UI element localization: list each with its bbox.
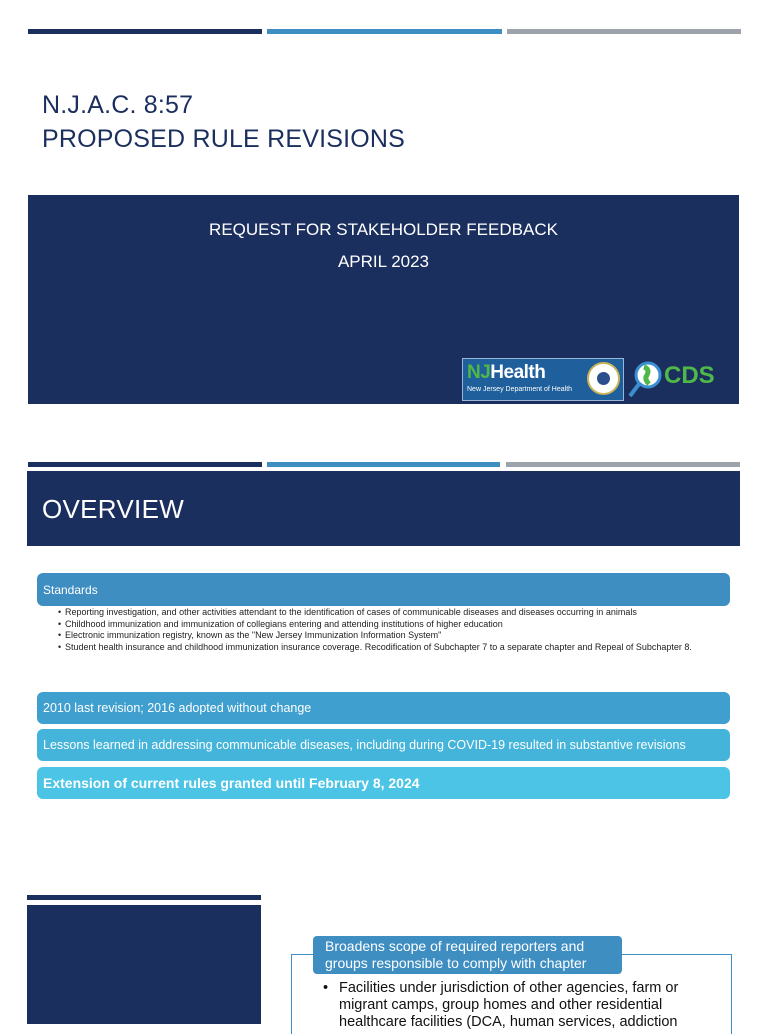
list-item: • Student health insurance and childhood immunization insurance coverage. Recodification of Subchapter 7 to a separate chapter and Repeal of Subchapter 8. xyxy=(58,642,728,654)
top-accent-bar-gray xyxy=(507,29,741,34)
list-item: • Childhood immunization and immunization of collegians entering and attending institutions of higher education xyxy=(58,619,728,631)
cds-logo xyxy=(628,358,736,400)
top-accent-bar-navy xyxy=(28,29,262,34)
slide1-subtitle-line2: APRIL 2023 xyxy=(337,252,430,271)
slide1-title xyxy=(42,88,642,156)
slide1-title-line2: PROPOSED RULE REVISIONS xyxy=(42,125,406,153)
last-revision-pill xyxy=(37,692,730,724)
slide3-callout: Broadens scope of required reporters and groups responsible to comply with chapter xyxy=(313,936,622,974)
slide2-accent-bar-navy xyxy=(28,462,262,467)
slide3-accent-bar-navy xyxy=(27,895,261,900)
nj-logo-dept: New Jersey Department of Health xyxy=(467,386,573,393)
nj-seal-icon xyxy=(587,362,620,395)
extension-pill xyxy=(37,767,730,799)
standards-list xyxy=(58,607,728,653)
list-item: • Facilities under jurisdiction of other agencies, farm or migrant camps, group homes and other residential healthcare facilities (DCA, human services, addiction xyxy=(323,980,723,1031)
slide2-title: OVERVIEW xyxy=(42,494,185,524)
standards-pill xyxy=(37,573,730,606)
slide2-accent-bar-blue xyxy=(267,462,500,467)
slide3-list xyxy=(323,980,723,1031)
lessons-text: Lessons learned in addressing communicable diseases, including during COVID-19 resulted in substantive revisions xyxy=(43,738,686,752)
slide1-subtitle-line1: REQUEST FOR STAKEHOLDER FEEDBACK xyxy=(209,220,558,239)
nj-logo-health: Health xyxy=(490,362,546,383)
slide3-sidebar xyxy=(27,905,261,1024)
slide1-title-line1: N.J.A.C. 8:57 xyxy=(42,91,194,119)
list-item: • Reporting investigation, and other activities attendant to the identification of cases of communicable diseases and diseases occurring in animals xyxy=(58,607,728,619)
extension-text: Extension of current rules granted until February 8, 2024 xyxy=(43,775,420,791)
slide2-title-band xyxy=(27,471,740,546)
lessons-pill xyxy=(37,729,730,761)
list-item: • Electronic immunization registry, known as the "New Jersey Immunization Information System" xyxy=(58,630,728,642)
slide2-accent-bar-gray xyxy=(506,462,740,467)
nj-health-logo xyxy=(462,358,624,401)
standards-label: Standards xyxy=(43,582,98,597)
last-revision-text: 2010 last revision; 2016 adopted without change xyxy=(43,701,312,715)
cds-logo-text: CDS xyxy=(664,362,715,389)
top-accent-bar-blue xyxy=(267,29,502,34)
slide1-subtitle-box xyxy=(28,195,739,404)
nj-logo-prefix: NJ xyxy=(467,362,491,383)
